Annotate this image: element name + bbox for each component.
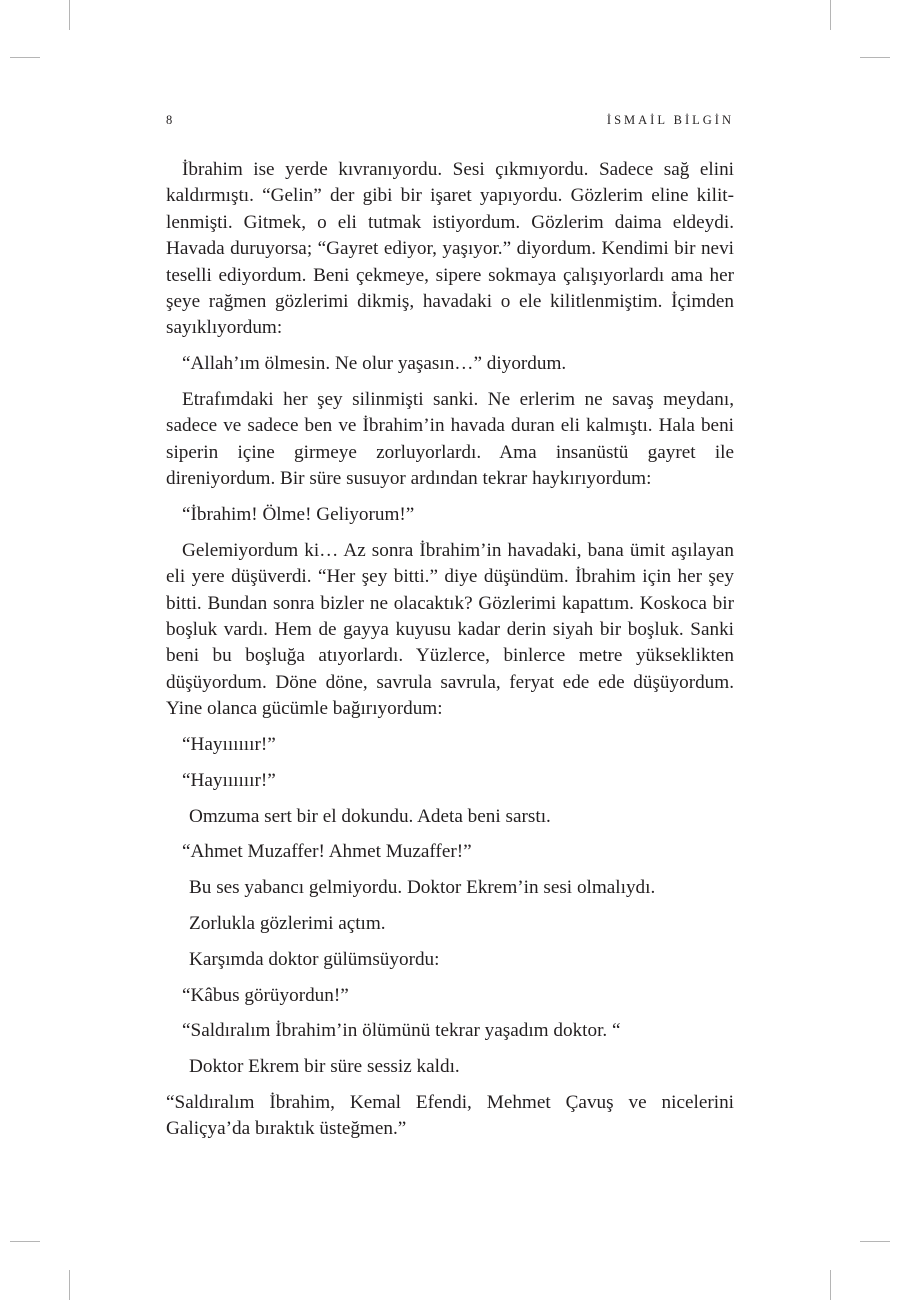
paragraph: Doktor Ekrem bir süre sessiz kaldı. (189, 1056, 460, 1078)
paragraph: Bu ses yabancı gelmiyordu. Doktor Ekrem’in sesi olmalıydı. (189, 877, 656, 899)
crop-mark-left-top (10, 57, 40, 58)
paragraph: “Kâbus görüyordun!” (182, 984, 349, 1006)
crop-mark-bottom-right (830, 1270, 831, 1300)
paragraph: Zorlukla gözlerimi açtım. (189, 913, 386, 935)
paragraph: Gelemiyordum ki… Az sonra İbrahim’in havadaki, bana ümit aşılayan eli yere düşüverdi. “Her şey bitti.” diye düşündüm. İbrahim için her şey bitti. Bundan sonra bizler ne olacaktık? Gözlerimi kapattım. Koskoca bir boşluk vardı. Hem de gayya kuyusu kadar derin siyah bir boşluk. Sanki beni bu boşluğa atıyorlardı. Yüzlerce, binlerce metre yükseklikten düşüyordum. Döne döne, savrula savrula, feryat ede ede düşüyordum. Yine olanca gücümle bağırıyordum: (166, 539, 734, 720)
paragraph: “Hayıııııır!” (182, 769, 276, 791)
paragraph: “Hayıııııır!” (182, 734, 276, 756)
crop-mark-left-bottom (10, 1241, 40, 1242)
paragraph: “İbrahim! Ölme! Geliyorum!” (182, 504, 415, 526)
crop-mark-top-left (69, 0, 70, 30)
paragraph: “Ahmet Muzaffer! Ahmet Muzaffer!” (182, 841, 472, 863)
crop-mark-bottom-left (69, 1270, 70, 1300)
body-text (166, 157, 734, 1152)
crop-mark-right-top (860, 57, 890, 58)
paragraph: “Saldıralım İbrahim, Kemal Efendi, Mehmet Çavuş ve nicelerini Galiçya’da bıraktık üsteğmen.” (166, 1092, 734, 1140)
paragraph: İbrahim ise yerde kıvranıyordu. Sesi çıkmıyordu. Sadece sağ elini kaldırmıştı. “Gelin” der gibi bir işaret yapıyordu. Gözlerim eline kilitlenmişti. Gitmek, o eli tutmak istiyordum. Gözlerim daima eldeydi. Havada duruyorsa; “Gayret ediyor, yaşıyor.” diyordum. Kendimi bir nevi teselli ediyordum. Beni çekmeye, sipere sokmaya çalışıyorlardı ama her şeye rağmen gözlerimi dikmiş, havadaki o ele kilitlenmiştim. İçimden sayıklıyordum: (166, 159, 734, 339)
paragraph: Karşımda doktor gülümsüyordu: (189, 948, 440, 970)
paragraph: Etrafımdaki her şey silinmişti sanki. Ne erlerim ne savaş meydanı, sadece ve sadece ben ve İbrahim’in havada duran eli kalmıştı. Hala beni siperin içine girmeye zorluyorlardı. Ama insanüstü gayret ile direniyordum. Bir süre susuyor ardından tekrar haykırıyordum: (166, 389, 734, 490)
crop-mark-right-bottom (860, 1241, 890, 1242)
paragraph: “Saldıralım İbrahim’in ölümünü tekrar yaşadım doktor. “ (182, 1020, 621, 1042)
author-name: İSMAİL BİLGİN (606, 113, 734, 127)
paragraph: Omzuma sert bir el dokundu. Adeta beni sarstı. (189, 805, 551, 827)
running-head (166, 113, 734, 131)
crop-mark-top-right (830, 0, 831, 30)
page-number: 8 (166, 113, 173, 127)
paragraph: “Allah’ım ölmesin. Ne olur yaşasın…” diyordum. (182, 353, 567, 375)
